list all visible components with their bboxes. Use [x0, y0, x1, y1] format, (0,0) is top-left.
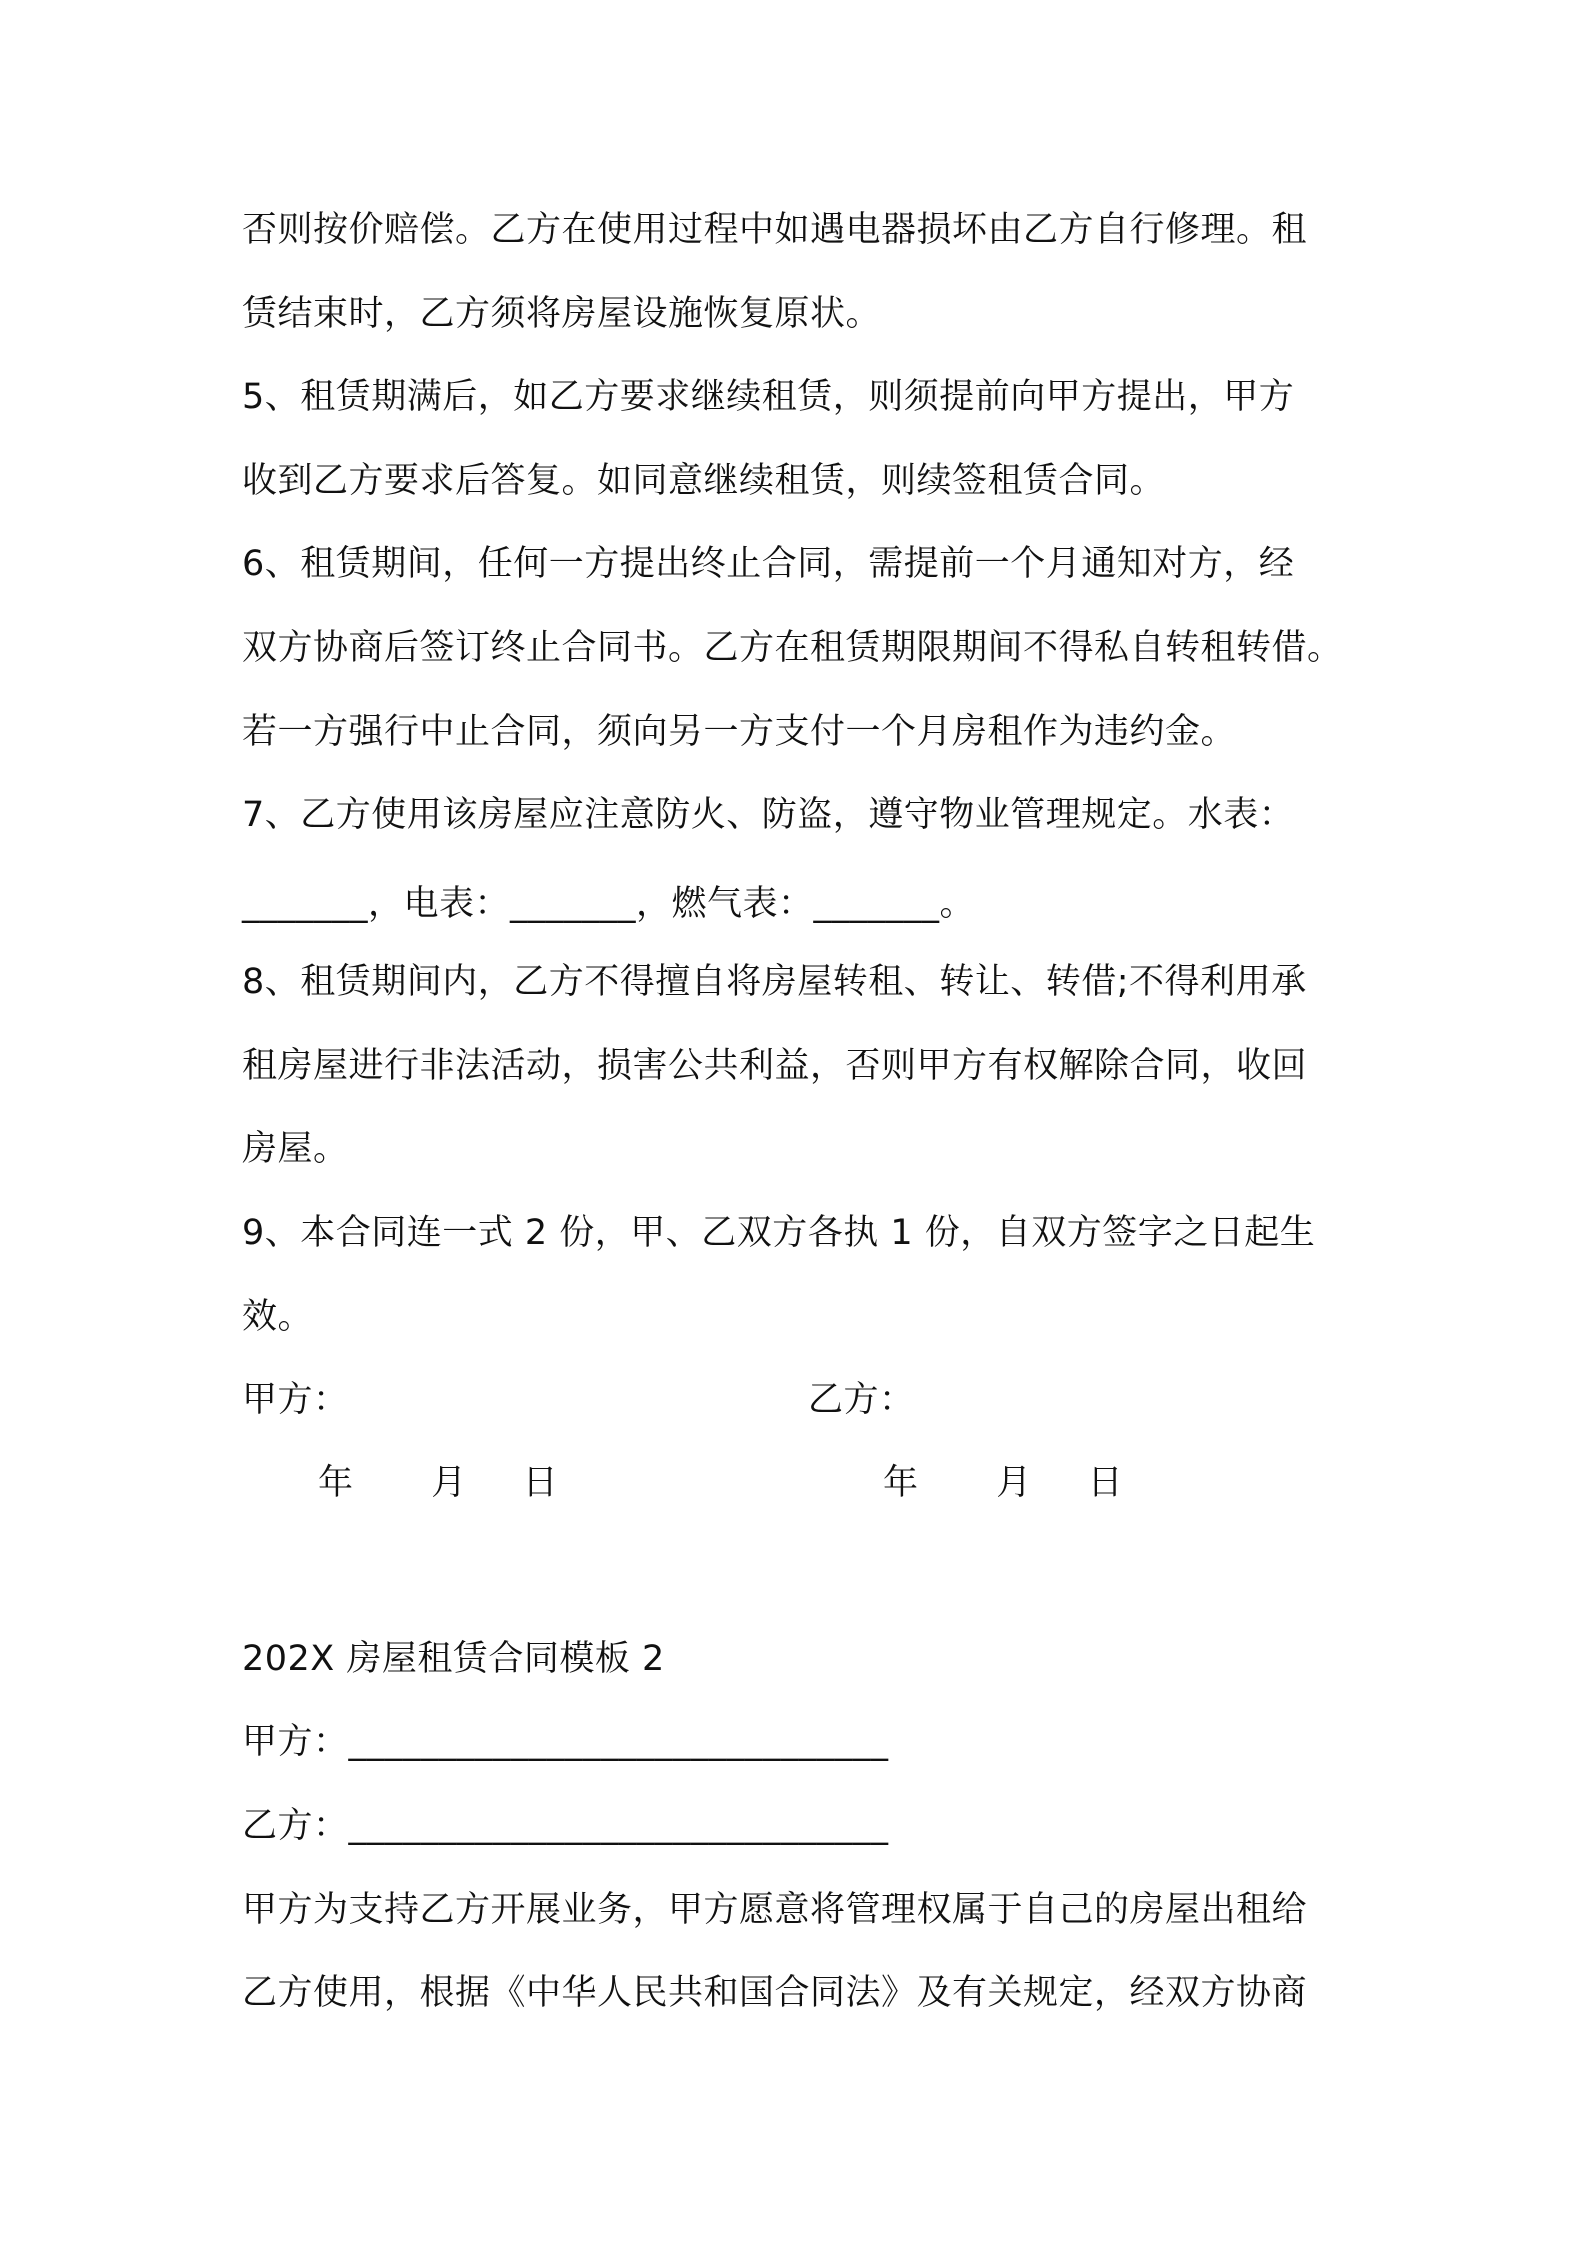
clause-6-line: 6、租赁期间，任何一方提出终止合同，需提前一个月通知对方，经	[242, 544, 1295, 584]
clause-8-line: 8、租赁期间内，乙方不得擅自将房屋转租、转让、转借;不得利用承	[242, 962, 1307, 1002]
party-b-date	[883, 1461, 1123, 1505]
clause-7-meter-blanks: _______，电表：_______，燃气表：_______。	[242, 884, 976, 924]
day-label: 日	[1087, 1463, 1123, 1503]
year-label: 年	[318, 1463, 354, 1503]
clause-9-line: 9、本合同连一式 2 份，甲、乙双方各执 1 份，自双方签字之日起生	[242, 1213, 1316, 1253]
clause-8-line: 房屋。	[242, 1129, 349, 1169]
year-label: 年	[883, 1463, 919, 1503]
party-a-signature-label: 甲方：	[242, 1380, 349, 1420]
section-title: 202X 房屋租赁合同模板 2	[242, 1639, 665, 1679]
day-label: 日	[522, 1463, 558, 1503]
party-a-field: 甲方：______________________________	[242, 1722, 889, 1762]
clause-6-line: 双方协商后签订终止合同书。乙方在租赁期限期间不得私自转租转借。	[242, 628, 1343, 668]
month-label: 月	[996, 1463, 1032, 1503]
party-b-field: 乙方：______________________________	[242, 1806, 889, 1846]
intro-line: 乙方使用，根据《中华人民共和国合同法》及有关规定，经双方协商	[242, 1973, 1308, 2013]
clause-7-line: 7、乙方使用该房屋应注意防火、防盗，遵守物业管理规定。水表：	[242, 795, 1295, 835]
party-b-signature-label: 乙方：	[808, 1380, 915, 1420]
clause-8-line: 租房屋进行非法活动，损害公共利益，否则甲方有权解除合同，收回	[242, 1046, 1308, 1086]
text-line: 否则按价赔偿。乙方在使用过程中如遇电器损坏由乙方自行修理。租	[242, 210, 1308, 250]
intro-line: 甲方为支持乙方开展业务，甲方愿意将管理权属于自己的房屋出租给	[242, 1890, 1308, 1930]
clause-6-line: 若一方强行中止合同，须向另一方支付一个月房租作为违约金。	[242, 712, 1237, 752]
text-line: 赁结束时，乙方须将房屋设施恢复原状。	[242, 294, 882, 334]
party-a-date	[318, 1461, 558, 1505]
month-label: 月	[431, 1463, 467, 1503]
clause-9-line: 效。	[242, 1297, 314, 1337]
clause-5-line: 收到乙方要求后答复。如同意继续租赁，则续签租赁合同。	[242, 461, 1166, 501]
clause-5-line: 5、租赁期满后，如乙方要求继续租赁，则须提前向甲方提出，甲方	[242, 377, 1295, 417]
